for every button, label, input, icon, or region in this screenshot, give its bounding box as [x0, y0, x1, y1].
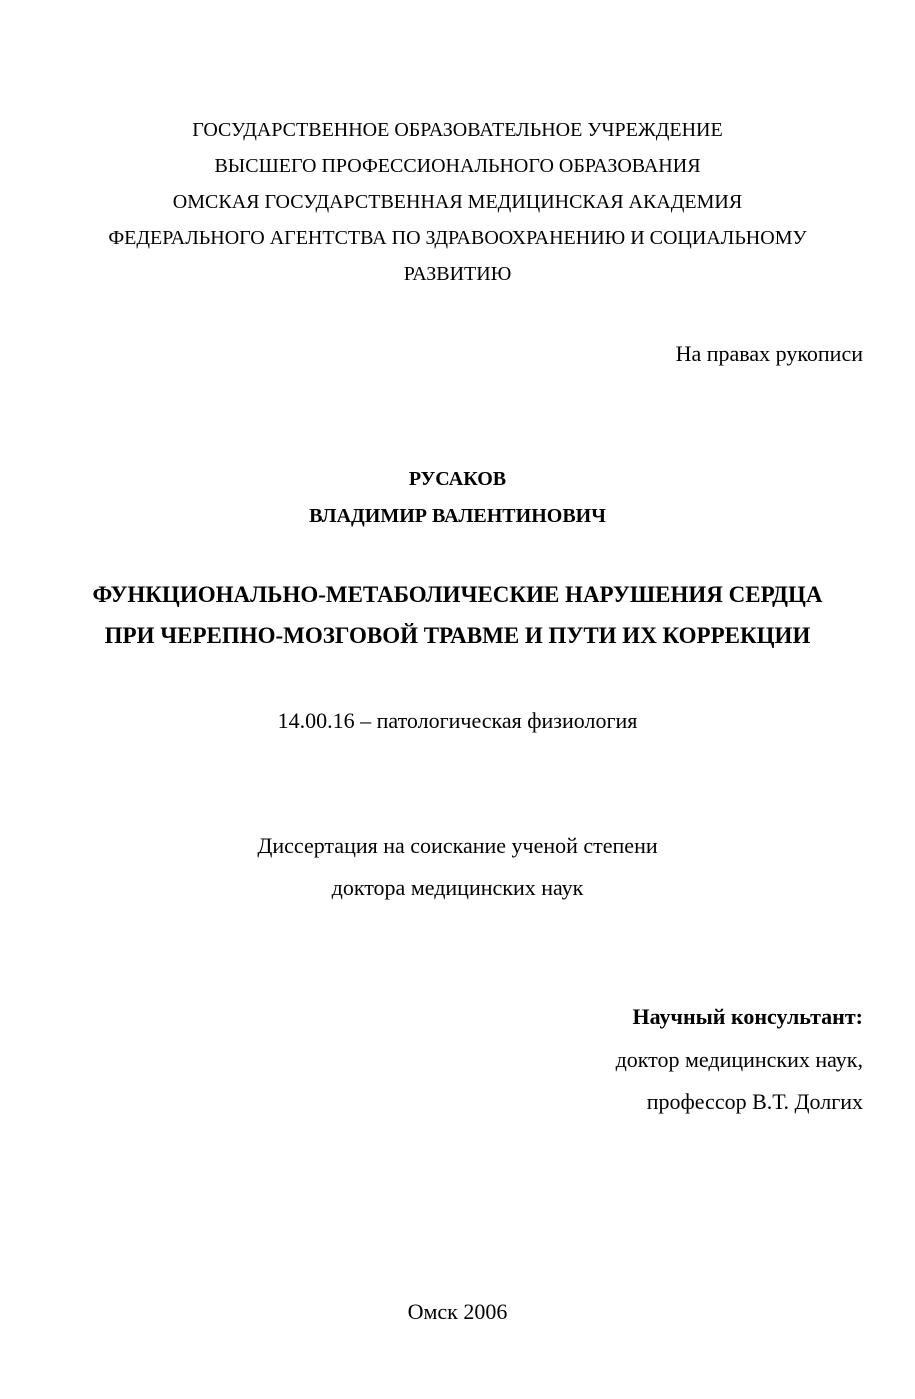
degree-line-1: Диссертация на соискание ученой степени [257, 833, 658, 858]
manuscript-rights-note: На правах рукописи [675, 341, 863, 366]
degree-line-2: доктора медицинских наук [331, 875, 584, 900]
author-given-names: ВЛАДИМИР ВАЛЕНТИНОВИЧ [309, 505, 606, 527]
place-and-year: Омск 2006 [407, 1299, 508, 1324]
title-line-2: ПРИ ЧЕРЕПНО-МОЗГОВОЙ ТРАВМЕ И ПУТИ ИХ КОРРЕКЦИИ [104, 623, 811, 648]
consultant-degree: доктор медицинских наук, [615, 1047, 863, 1072]
institution-line-3: ОМСКАЯ ГОСУДАРСТВЕННАЯ МЕДИЦИНСКАЯ АКАДЕМИЯ [172, 191, 743, 213]
institution-line-2: ВЫСШЕГО ПРОФЕССИОНАЛЬНОГО ОБРАЗОВАНИЯ [214, 155, 701, 177]
institution-line-4: ФЕДЕРАЛЬНОГО АГЕНТСТВА ПО ЗДРАВООХРАНЕНИЮ И СОЦИАЛЬНОМУ [108, 227, 807, 249]
institution-line-5: РАЗВИТИЮ [403, 263, 512, 285]
specialty-code: 14.00.16 – патологическая физиология [277, 708, 638, 733]
institution-line-1: ГОСУДАРСТВЕННОЕ ОБРАЗОВАТЕЛЬНОЕ УЧРЕЖДЕНИЕ [192, 119, 723, 141]
title-line-1: ФУНКЦИОНАЛЬНО-МЕТАБОЛИЧЕСКИЕ НАРУШЕНИЯ СЕРДЦА [92, 582, 823, 607]
consultant-name: профессор В.Т. Долгих [646, 1089, 863, 1114]
author-surname: РУСАКОВ [408, 468, 507, 490]
consultant-heading: Научный консультант: [632, 1004, 863, 1029]
